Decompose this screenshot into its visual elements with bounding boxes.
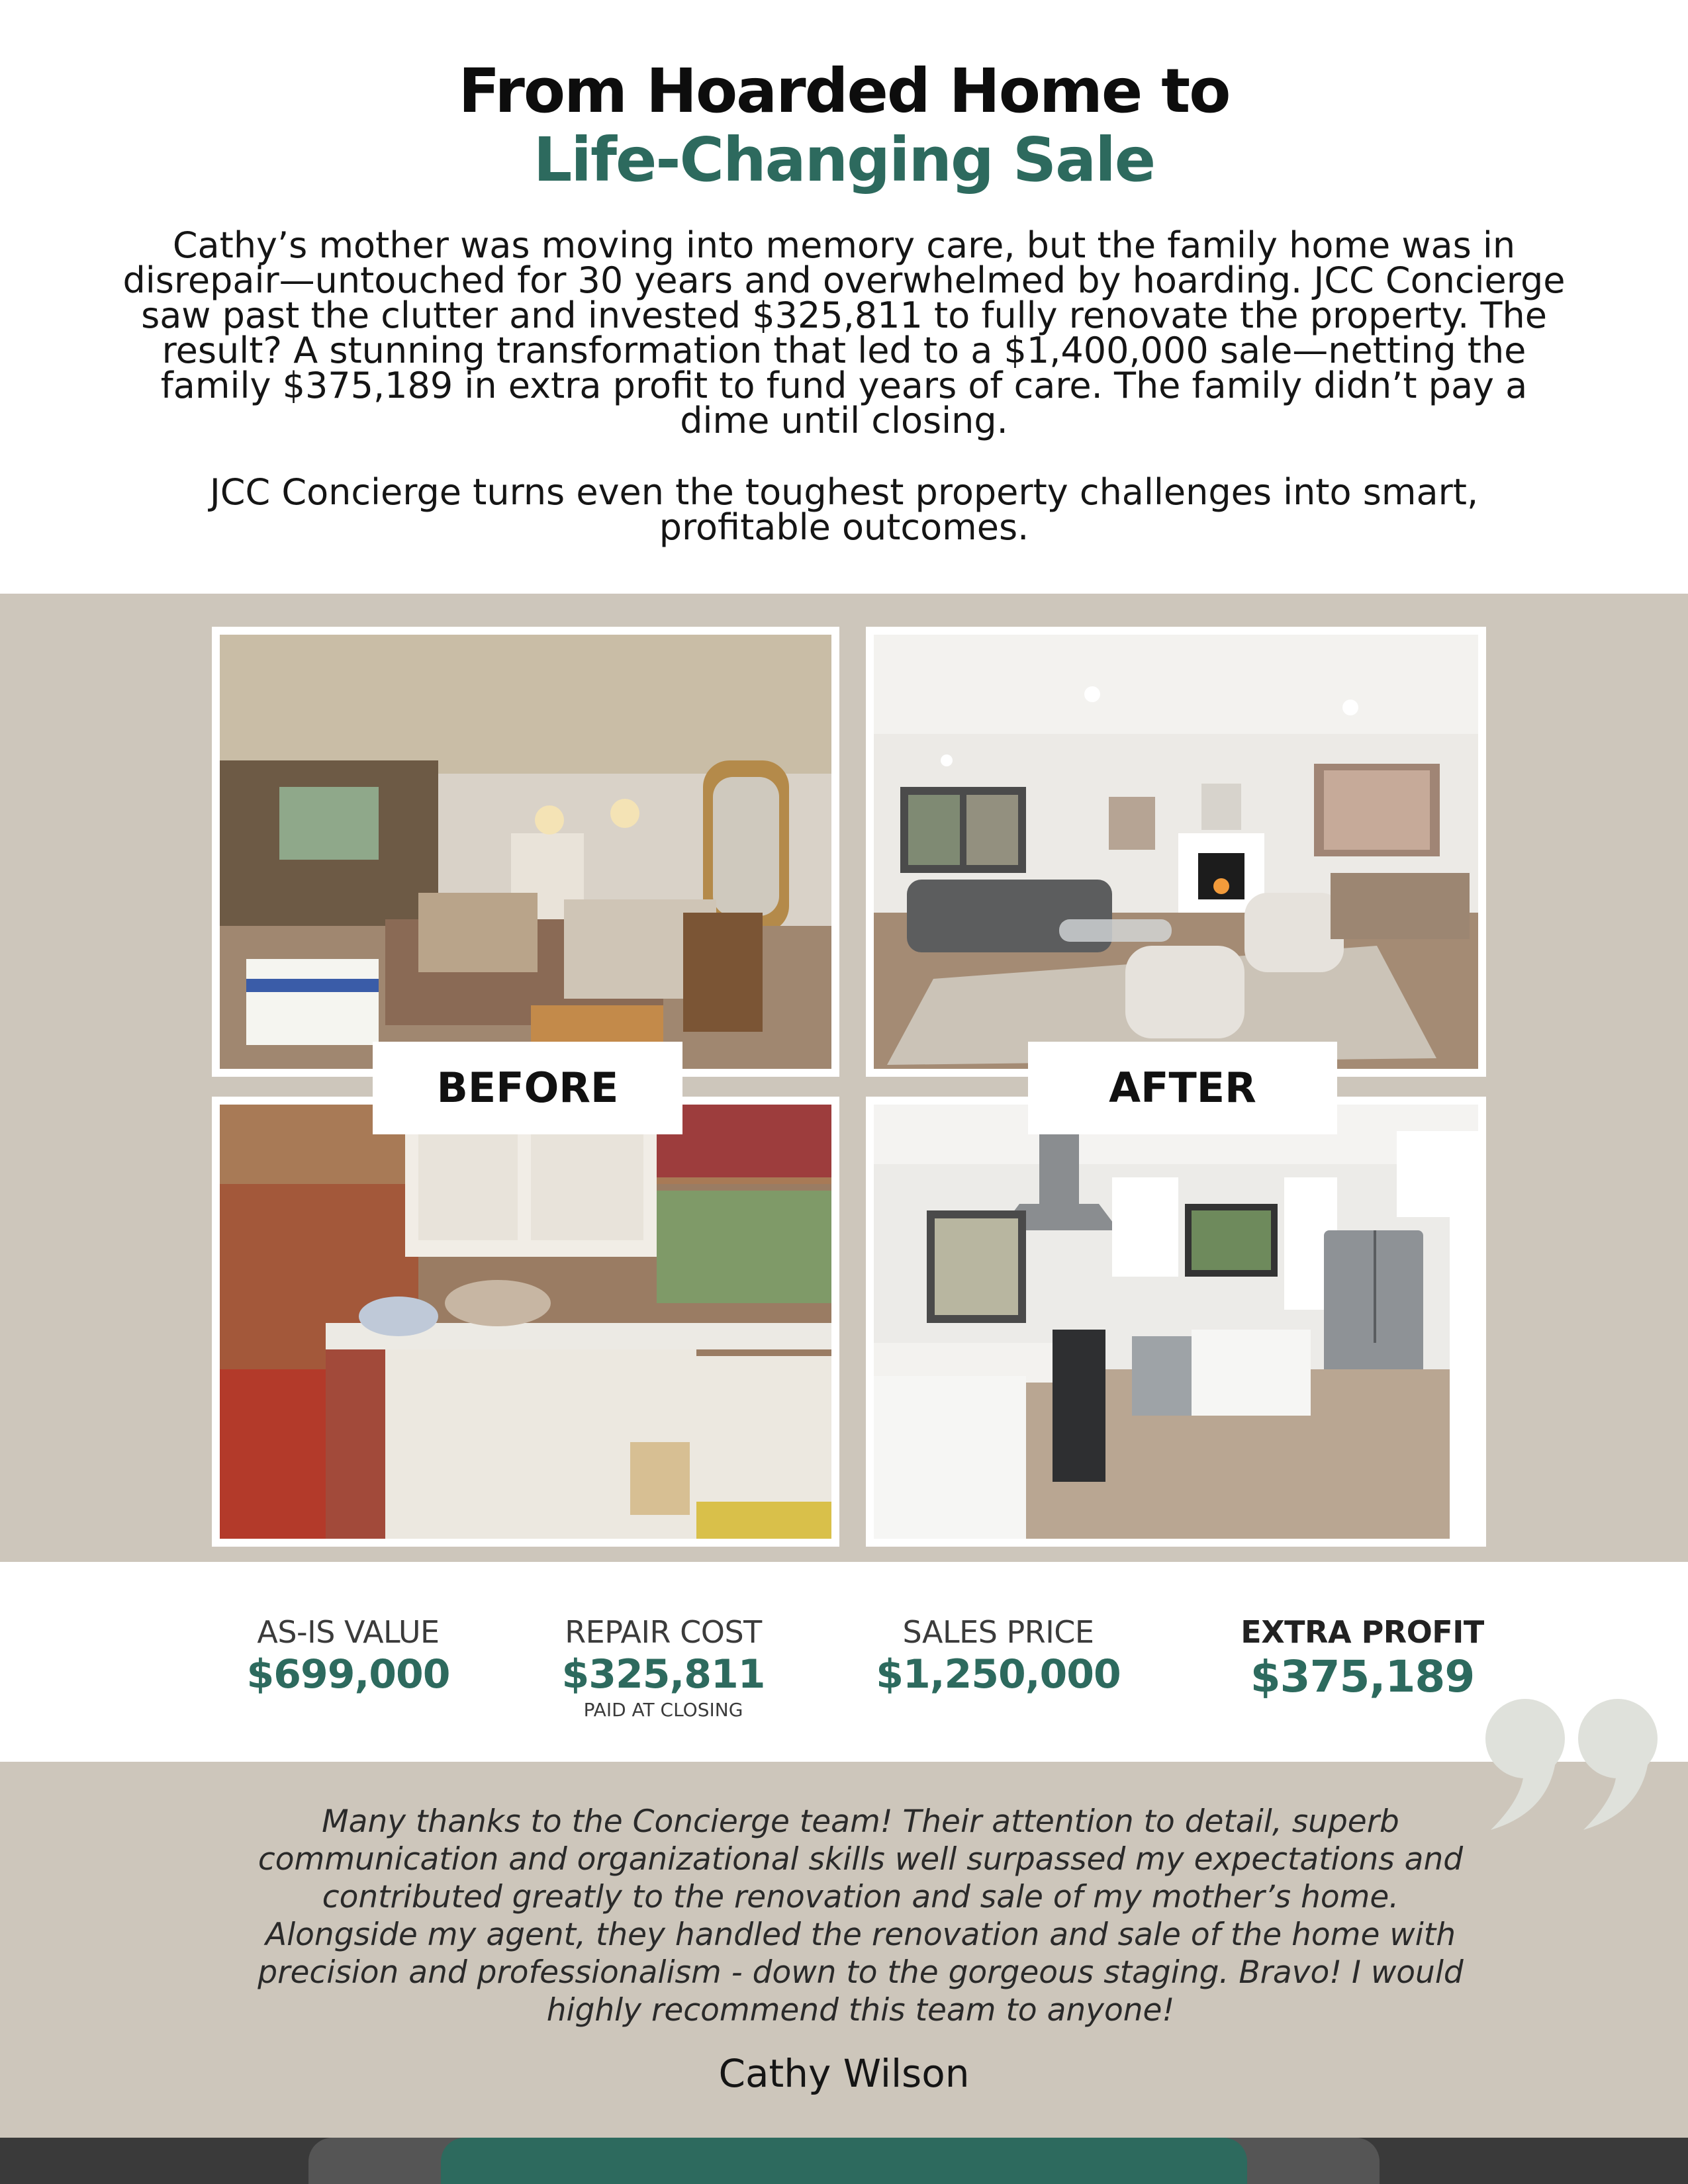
stat-extra-profit	[1190, 1614, 1534, 1704]
stat-value: $375,189	[1250, 1651, 1475, 1702]
before-kitchen-image	[220, 1105, 831, 1539]
before-kitchen-photo	[212, 1097, 839, 1547]
stat-label: EXTRA PROFIT	[1241, 1614, 1484, 1650]
intro-tagline: JCC Concierge turns even the toughest property challenges into smart, profitable outcomes.	[209, 471, 1479, 548]
after-label: AFTER	[1028, 1042, 1337, 1134]
after-living-room-photo	[866, 627, 1486, 1077]
stat-label: SALES PRICE	[902, 1614, 1094, 1650]
stat-as-is-value	[176, 1614, 520, 1698]
stat-label: REPAIR COST	[565, 1614, 762, 1650]
stat-sales-price	[826, 1614, 1170, 1698]
stat-value: $1,250,000	[876, 1651, 1121, 1698]
after-kitchen-image	[874, 1105, 1478, 1539]
page-subtitle: Life-Changing Sale	[533, 124, 1155, 195]
testimonial-quote: Many thanks to the Concierge team! Their attention to detail, superb communication and organizational skills well surpassed my expectations and contributed greatly to the renovation and sale of my mother’s home. Alongside my agent, they handled the renovation and sale of the home with precision and professionalism - down to the gorgeous staging. Bravo! I would highly recommend this team to anyone!	[258, 1803, 1464, 2028]
before-after-gallery	[0, 594, 1688, 1562]
before-living-room-image	[220, 635, 831, 1069]
footer-tab-inner	[441, 2138, 1247, 2184]
before-label: BEFORE	[373, 1042, 682, 1134]
intro-paragraph: Cathy’s mother was moving into memory care, but the family home was in disrepair—untouched for 30 years and overwhelmed by hoarding. JCC Concierge saw past the clutter and invested $325,811 to fully renovate the property. The result? A stunning transformation that led to a $1,400,000 sale—netting the family $375,189 in extra profit to fund years of care. The family didn’t pay a dime until closing.	[122, 224, 1566, 441]
stat-value: $325,811	[561, 1651, 765, 1698]
stat-repair-cost	[491, 1614, 835, 1722]
stat-value: $699,000	[246, 1651, 450, 1698]
after-kitchen-photo	[866, 1097, 1486, 1547]
stat-label: AS-IS VALUE	[257, 1614, 440, 1650]
page-title: From Hoarded Home to	[458, 56, 1230, 126]
after-living-room-image	[874, 635, 1478, 1069]
before-living-room-photo	[212, 627, 839, 1077]
testimonial-author: Cathy Wilson	[718, 2051, 970, 2096]
stat-note: PAID AT CLOSING	[583, 1699, 743, 1721]
closing-quote-icon	[1484, 1698, 1663, 1837]
